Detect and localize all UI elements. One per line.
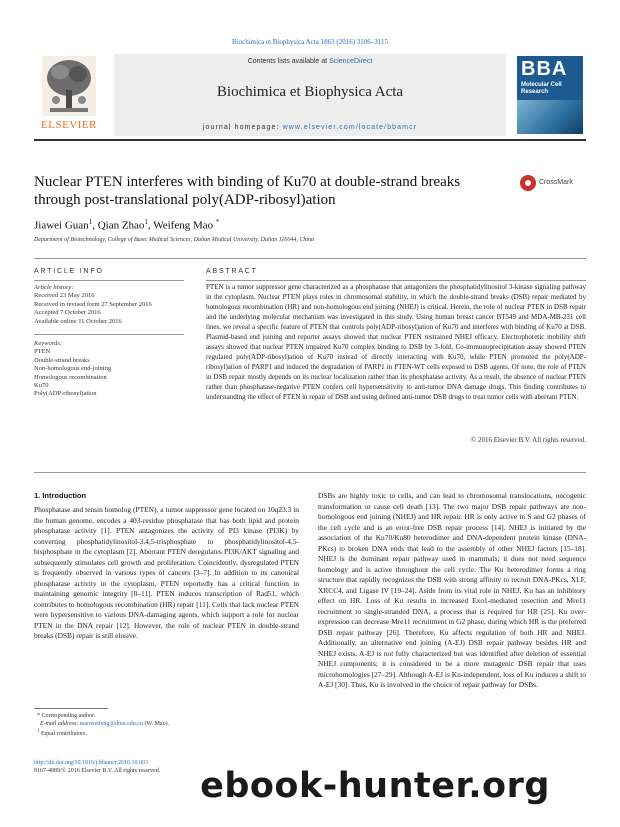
keywords xyxy=(34,340,174,399)
journal-title: Biochimica et Biophysica Acta xyxy=(216,84,404,100)
cover-subtitle: Molecular Cell Research xyxy=(521,82,562,95)
homepage-line xyxy=(114,124,506,131)
footnote-equal: $^1$ Equal contributors. xyxy=(37,729,87,737)
article-history xyxy=(34,284,174,326)
history-item: Received 23 May 2016 xyxy=(34,292,95,300)
keyword-item: Poly(ADP-ribosyl)ation xyxy=(34,390,97,398)
keywords-rule xyxy=(34,334,184,335)
contents-prefix: Contents lists available at xyxy=(247,58,328,65)
history-item: Received in revised form 27 September 2016 xyxy=(34,300,152,308)
author-name[interactable]: Weifeng Mao xyxy=(153,219,214,232)
keyword-item: Ku70 xyxy=(34,382,49,390)
header-divider xyxy=(34,139,586,141)
author-name[interactable]: Qian Zhao xyxy=(97,219,145,232)
cover-artwork xyxy=(517,100,583,134)
homepage-prefix: journal homepage: xyxy=(202,124,280,131)
section-heading-introduction: 1. Introduction xyxy=(34,491,87,500)
email-suffix: (W. Mao). xyxy=(144,721,170,727)
keywords-label: Keywords: xyxy=(34,340,62,347)
abstract-body: PTEN is a tumor suppressor gene characterized as a phosphatase that antagonizes the phosphatidylinositol 3-kinase signaling pathway in the cytoplasm. Nuclear PTEN plays roles in chromosomal stability, in which the double-strand breaks (DSB) repair mediated by homologous recombination (HR) and non-homologous end joining (NHEJ) is critical. Herein, the role of nuclear PTEN in DSB repair and the underlying molecular mechanism was investigated in this study. Using human breast cancer BT549 and MDA-MB-231 cell lines, we reveal a specific feature of PTEN that controls poly(ADP-ribosyl)ation of Ku70 and interferes with binding of Ku70 at DSB. Plasmid-based end joining and reporter assays showed that nuclear PTEN restrained NHEJ efficacy. Electrophoretic mobility shift assays showed that nuclear PTEN impaired Ku70 complex binding to DSB by 3-fold. Co-immunoprecipitation assay showed PTEN regulated poly(ADP-ribosyl)ation of Ku70 instead of directly interacting with Ku70, while PTEN promoted the poly(ADP-ribosyl)ation of PARP1 and induced the degradation of PARP1 in PTEN-WT cells exposed to DSB agents. Of note, the role of PTEN in DSB repair mostly depends on its nuclear localization rather than its phosphatase activity. As a result, the absence of nuclear PTEN rather than phosphatase-negative PTEN confers cell hypersensitivity to anti-tumor DNA damage drugs. This finding contributes to understanding the effect of PTEN in repair of DSB and using defined anti-tumor DSB drugs to treat tumor cells with aberrant PTEN. xyxy=(206,283,586,401)
footnote-corresponding-text: Corresponding author. xyxy=(41,713,96,719)
author-footnote-mark[interactable]: 1 xyxy=(88,218,93,226)
watermark-text: ebook-hunter.org xyxy=(200,766,550,806)
body-column-right: DSBs are highly toxic to cells, and can lead to chromosomal translocations, oncogenic transformation or cause cell death [13]. The two major DSB repair pathways are non-homologous end joining (NHEJ) and HR repair. HR is only active in S and G2 phases of the cell cycle and is an error-free DSB repair process [14]. NHEJ is initiated by the association of the Ku70/Ku80 heterodimer and DNA-dependent protein kinase (DNA-PKcs) to broken DNA ends that lead to the assembly of other NHEJ factors [15–18]. NHEJ is the dominant repair pathway used in mammals; it does not need sequence homology and is active throughout the cell cycle. The Ku heterodimer forms a ring structure that rapidly recognizes the DSB with strong affinity to recruit DNA-PKcs, XLF, XRCC4, and Ligase IV [19–24]. Aside from its vital role in NHEJ, Ku has an inhibitory effect on HR. Loss of Ku results in increased Exo1-mediated resection and Mre11 recruitment to single-stranded DNA, a process that is required for HR [25]. Ku over-expression can decrease Mre11 recruitment in G2 phase, during which HR is the preferred DSB repair pathway [26]. Therefore, Ku affects regulation of both HR and NHEJ. Additionally, an alternative end joining (A-EJ) DSB repair pathway besides HR and NHEJ exists. A-EJ is not fully characterized but was identified after deletion of essential NHEJ components; it is considered to be a more mutagenic DSB repair that uses microhomologies [27–29]. Although A-EJ is Ku-independent, loss of Ku induces a shift to A-EJ [30]. Thus, Ku is involved in the choice of repair pathway for DSBs. xyxy=(318,491,586,689)
footnote-rule xyxy=(34,708,108,709)
contents-line xyxy=(114,58,506,65)
elsevier-tree-icon xyxy=(42,56,96,116)
footnotes xyxy=(34,712,299,738)
journal-banner xyxy=(114,54,506,136)
footnote-email xyxy=(34,720,299,728)
body-divider xyxy=(34,472,586,473)
elsevier-wordmark: ELSEVIER xyxy=(41,119,97,131)
footnote-equal-text: Equal contributors. xyxy=(41,731,87,737)
copyright-notice: © 2016 Elsevier B.V. All rights reserved. xyxy=(470,436,586,444)
history-item: Accepted 7 October 2016 xyxy=(34,309,101,317)
crossmark-label: CrossMark xyxy=(539,179,573,186)
abstract-heading: ABSTRACT xyxy=(206,268,258,275)
keyword-item: Non-homologous end-joining xyxy=(34,365,112,373)
affiliation: Department of Biotechnology, College of Basic Medical Sciences, Dalian Medical University, Dalian 116044, China xyxy=(34,237,315,243)
abstract-rule xyxy=(206,280,586,281)
article-info-rule xyxy=(34,280,184,281)
issn-line: 0167-4889/© 2016 Elsevier B.V. All rights reserved. xyxy=(34,768,161,774)
history-label: Article history: xyxy=(34,284,74,291)
email-link[interactable]: maoweifeng@dmu.edu.cn xyxy=(79,721,143,727)
cover-title: BBA xyxy=(521,58,568,80)
body-column-left: Phosphatase and tensin homolog (PTEN), a tumor suppressor gene located on 10q23.3 in the human genome, encodes a 403-residue phosphatase that has both lipid and protein phosphatase activity [1]. PTEN antagonizes the activity of PI3 kinase (PI3K) by converting phosphatidylinositol-3,4,5-trisphosphate to phosphatidylinositol-4,5-bisphosphate in the cytoplasm [2]. Aberrant PTEN deregulates PI3K/AKT signaling and subsequently stimulates cell growth and proliferation. Coincidently, dysregulated PTEN is frequently observed in various types of cancers [3–7]. In addition to its canonical phosphatase activity in the cytoplasm, PTEN reportedly has a critical function in maintaining genomic integrity [8–11]. PTEN induces transcription of Rad51, which contributes to homologous recombination (HR) repair [11]. Cells that lack nuclear PTEN were hypersensitive to various DNA-damaging agents, which support a role for nuclear PTEN in the DNA repair [12]. However, the role of nuclear PTEN in double-strand breaks (DSB) repair is still elusive. xyxy=(34,505,299,640)
history-item: Available online 11 October 2016 xyxy=(34,317,122,325)
keyword-item: PTEN xyxy=(34,348,51,356)
author-name[interactable]: Jiawei Guan xyxy=(34,219,89,232)
masthead xyxy=(34,54,586,136)
sciencedirect-link[interactable]: ScienceDirect xyxy=(329,58,373,65)
email-label: E-mail address: xyxy=(40,721,79,727)
author-footnote-mark[interactable]: * xyxy=(215,218,220,226)
article-title: Nuclear PTEN interferes with binding of Ku70 at double-strand breaks through post-translational poly(ADP-ribosyl)ation xyxy=(34,174,461,208)
elsevier-logo[interactable] xyxy=(34,56,104,132)
keyword-item: Homologous recombination xyxy=(34,373,107,381)
keyword-item: Double-strand breaks xyxy=(34,356,90,364)
author-footnote-mark[interactable]: 1 xyxy=(144,218,148,226)
footnote-corresponding: * Corresponding author. xyxy=(34,713,96,719)
crossmark-icon xyxy=(520,175,536,191)
crossmark-button[interactable] xyxy=(520,175,586,191)
journal-cover-image[interactable] xyxy=(517,56,583,134)
journal-citation-link[interactable]: Biochimica et Biophysica Acta 1863 (2016) 3106–3115 xyxy=(231,38,389,46)
section-divider xyxy=(34,258,586,259)
doi-link[interactable]: http://dx.doi.org/10.1016/j.bbamcr.2016.10.003 xyxy=(34,760,149,766)
journal-homepage-link[interactable]: www.elsevier.com/locate/bbamcr xyxy=(282,124,418,131)
author-separator: , xyxy=(92,219,98,232)
article-info-heading: ARTICLE INFO xyxy=(34,268,104,275)
author-separator: , xyxy=(147,219,154,232)
author-list xyxy=(34,218,586,232)
